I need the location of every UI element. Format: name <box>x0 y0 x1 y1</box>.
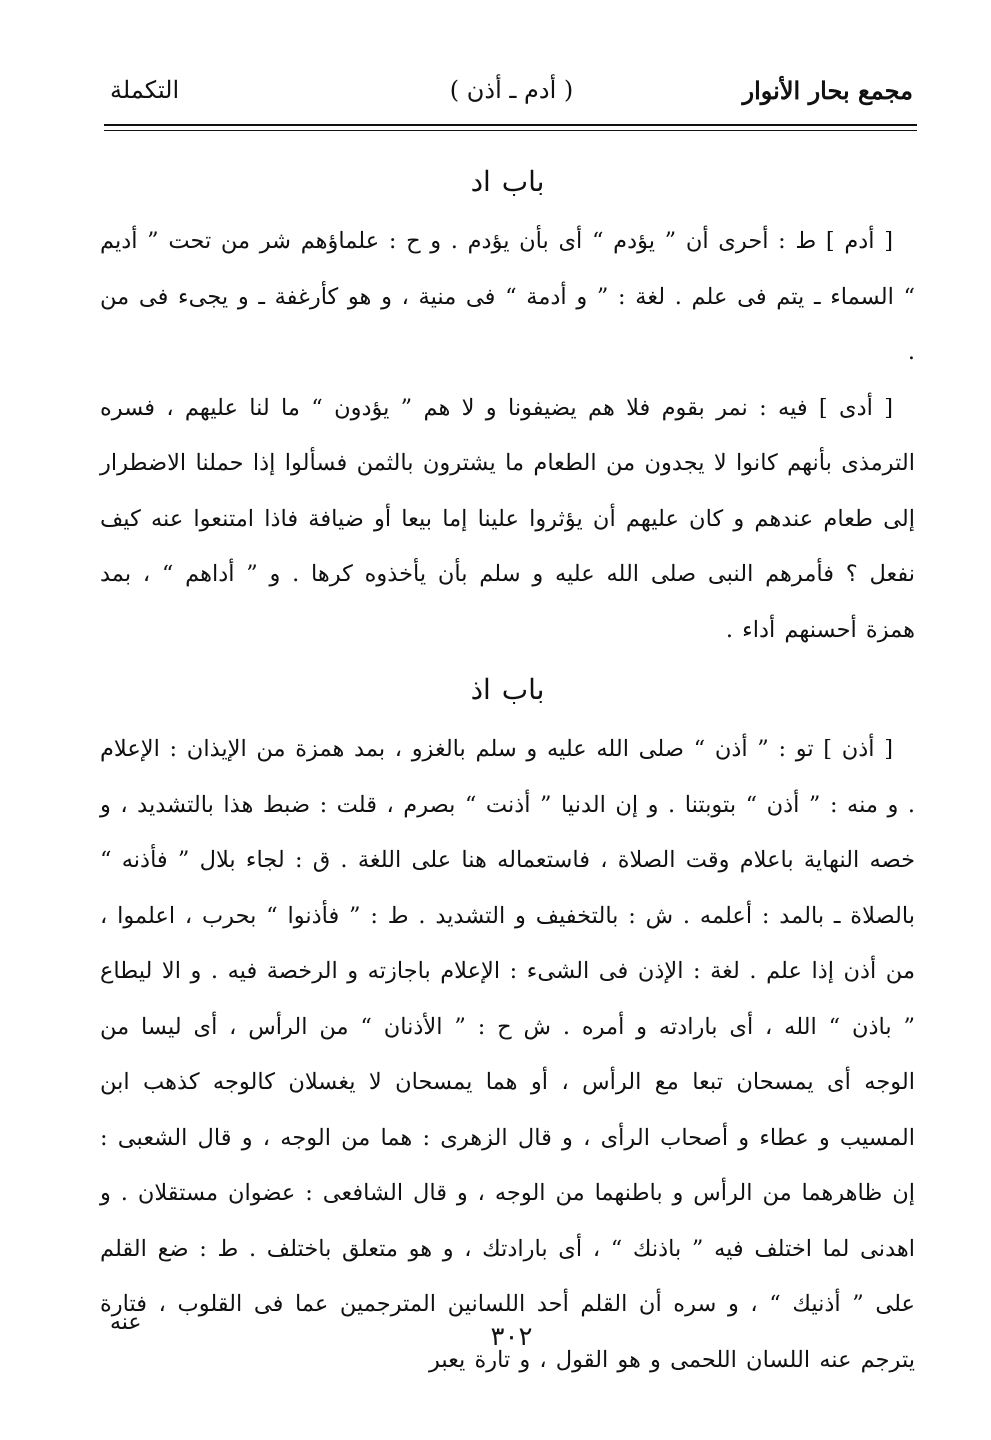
main-text <box>100 150 915 1388</box>
running-header <box>110 76 913 116</box>
header-rule-thin <box>104 130 917 131</box>
section-range: ( أدم ـ أذن ) <box>449 76 574 104</box>
header-rule-thick <box>104 124 917 126</box>
volume-label: التكملة <box>110 76 180 104</box>
entry-adhn: [ أذن ] تو : ” أذن “ صلى الله عليه و سلم بالغزو ، بمد همزة من الإيذان : الإعلام . و منه : ” أذن “ بتوبتنا . و إن الدنيا ” أذنت “ بصرم ، قلت : ضبط هذا بالتشديد ، و خصه النهاية باعلام وقت الصلاة ، فاستعماله هنا على اللغة . ق : لجاء بلال ” فأذنه “ بالصلاة ـ بالمد : أعلمه . ش : بالتخفيف و التشديد . ط : ” فأذنوا “ بحرب ، اعلموا ، من أذن إذا علم . لغة : الإذن فى الشىء : الإعلام باجازته و الرخصة فيه . و الا ليطاع ” باذن “ الله ، أى بارادته و أمره . ش ح : ” الأذنان “ من الرأس ، أى ليسا من الوجه أى يمسحان تبعا مع الرأس ، أو هما يمسحان لا يغسلان كالوجه كذهب ابن المسيب و عطاء و أصحاب الرأى ، و قال الزهرى : هما من الوجه ، و قال الشعبى : إن ظاهرهما من الرأس و باطنهما من الوجه ، و قال الشافعى : عضوان مستقلان . و اهدنى لما اختلف فيه ” باذنك “ ، أى بارادتك ، و هو متعلق باختلف . ط : ضع القلم على ” أذنيك “ ، و سره أن القلم أحد اللسانين المترجمين عما فى القلوب ، فتارة يترجم عنه اللسان اللحمى و هو القول ، و تارة يعبر <box>100 736 915 1373</box>
chapter-heading: باب اذ <box>470 673 545 706</box>
entry-ada: [ أدى ] فيه : نمر بقوم فلا هم يضيفونا و لا هم ” يؤدون “ ما لنا عليهم ، فسره الترمذى بأنهم كانوا لا يجدون من الطعام ما يشترون بالثمن فسألوا إذا حملنا الاضطرار إلى طعام عندهم و كان عليهم أن يؤثروا علينا إما بيعا أو ضيافة فاذا امتنعوا عنه كيف نفعل ؟ فأمرهم النبى صلى الله عليه و سلم بأن يأخذوه كرها . و ” أداهم “ ، بمد همزة أحسنهم أداء . <box>100 394 915 643</box>
entry-adm: [ أدم ] ط : أحرى أن ” يؤدم “ أى بأن يؤدم . و ح : علماؤهم شر من تحت ” أديم “ السماء ـ يتم فى علم . لغة : ” و أدمة “ فى منية ، و هو كأرغفة ـ و يجىء فى من . <box>100 228 915 365</box>
catchword: عنه <box>110 1310 142 1335</box>
chapter-heading: باب اد <box>470 165 545 198</box>
book-title: مجمع بحار الأنوار <box>742 76 913 105</box>
page-number: ٣٠٢ <box>490 1322 533 1352</box>
page-footer <box>110 1310 913 1350</box>
